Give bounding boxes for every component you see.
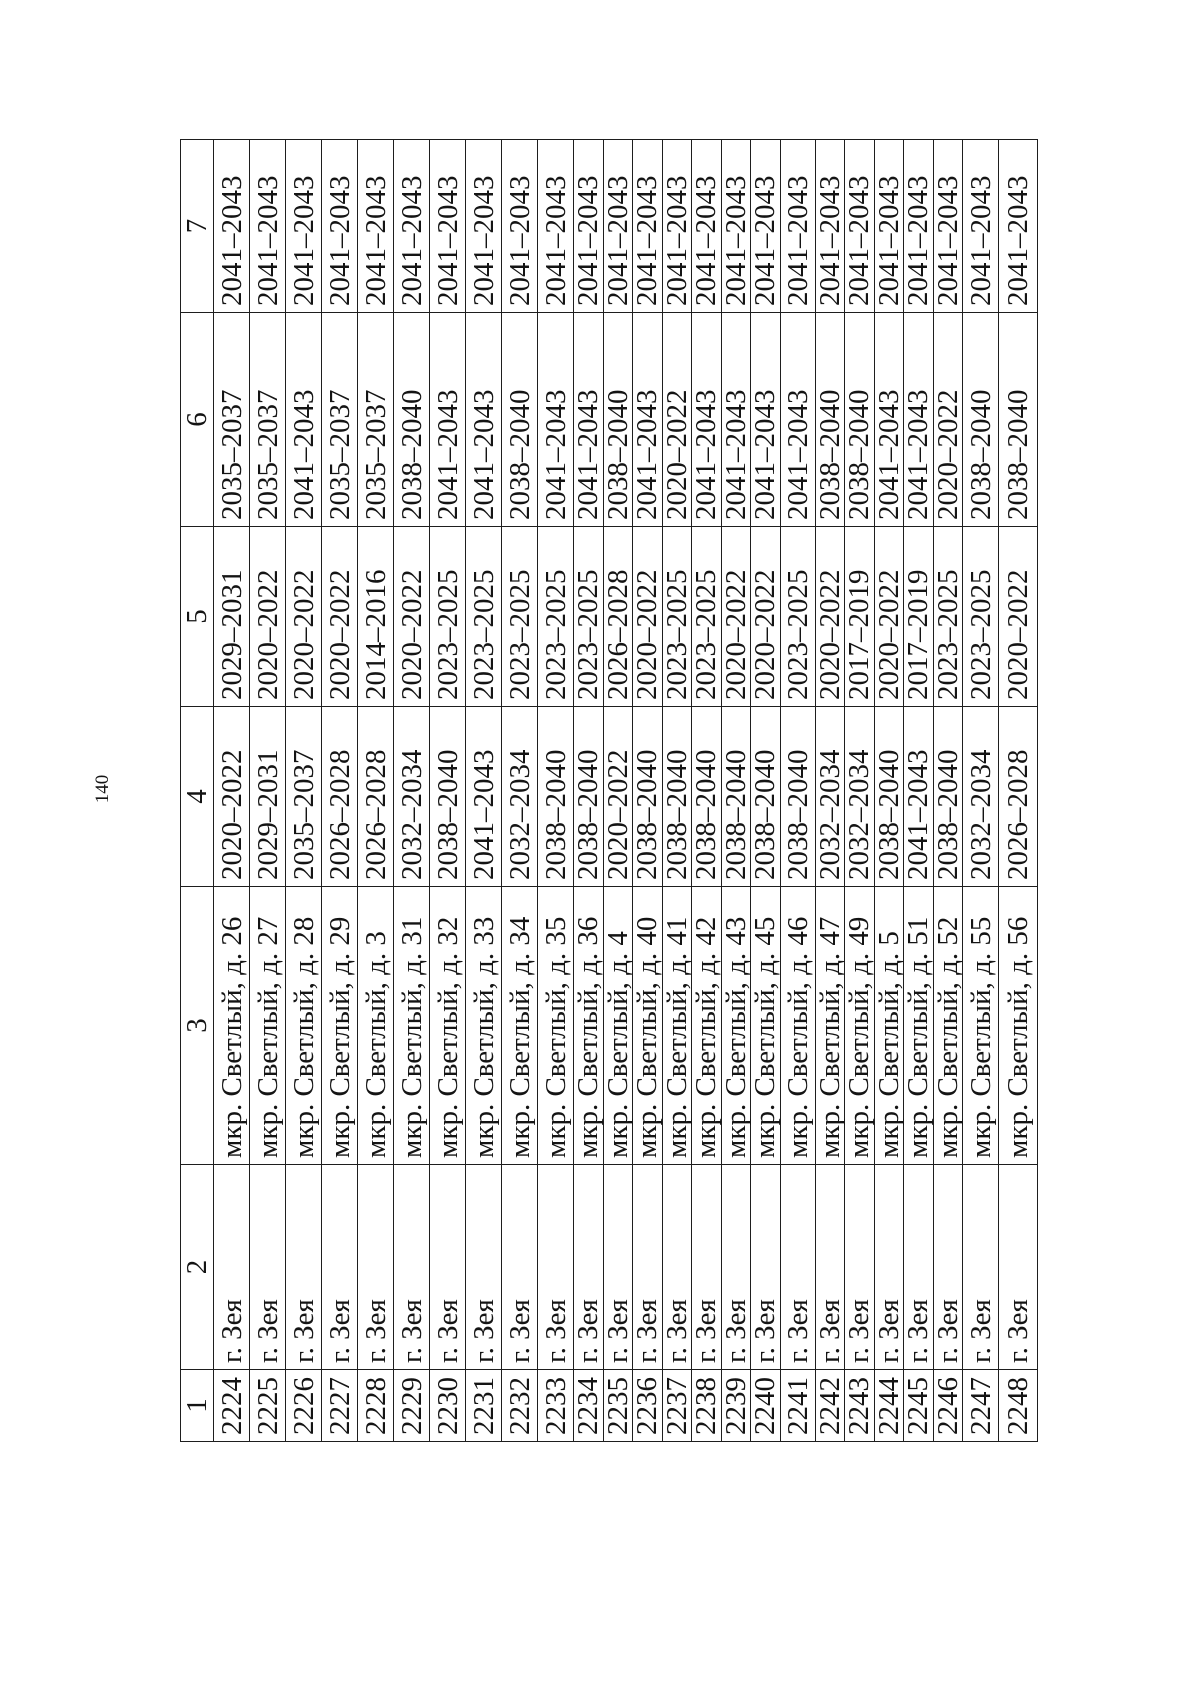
table-row — [358, 140, 394, 1442]
table-row — [322, 140, 358, 1442]
period-col4-cell: 2032–2034 — [845, 707, 875, 887]
period-col4-cell: 2041–2043 — [466, 707, 502, 887]
settlement-cell: г. Зея — [692, 1165, 722, 1370]
table-row — [874, 140, 904, 1442]
period-col4-cell: 2038–2040 — [662, 707, 692, 887]
period-col6-cell: 2038–2040 — [815, 313, 845, 527]
period-col6-cell: 2035–2037 — [322, 313, 358, 527]
period-col5-cell: 2020–2022 — [633, 527, 663, 707]
address-cell: мкр. Светлый, д. 31 — [394, 887, 430, 1165]
settlement-cell: г. Зея — [845, 1165, 875, 1370]
column-header-5: 5 — [181, 527, 214, 707]
period-col7-cell: 2041–2043 — [721, 140, 751, 313]
period-col5-cell: 2023–2025 — [430, 527, 466, 707]
row-number-cell: 2239 — [721, 1370, 751, 1442]
table-row — [815, 140, 845, 1442]
address-cell: мкр. Светлый, д. 3 — [358, 887, 394, 1165]
period-col7-cell: 2041–2043 — [250, 140, 286, 313]
data-table — [180, 139, 1038, 1442]
row-number-cell: 2226 — [286, 1370, 322, 1442]
period-col7-cell: 2041–2043 — [394, 140, 430, 313]
period-col7-cell: 2041–2043 — [692, 140, 722, 313]
settlement-cell: г. Зея — [322, 1165, 358, 1370]
period-col6-cell: 2038–2040 — [999, 313, 1038, 527]
period-col6-cell: 2041–2043 — [721, 313, 751, 527]
period-col5-cell: 2023–2025 — [933, 527, 963, 707]
row-number-cell: 2231 — [466, 1370, 502, 1442]
period-col6-cell: 2038–2040 — [394, 313, 430, 527]
period-col5-cell: 2026–2028 — [603, 527, 633, 707]
period-col6-cell: 2041–2043 — [430, 313, 466, 527]
table-row — [999, 140, 1038, 1442]
row-number-cell: 2227 — [322, 1370, 358, 1442]
period-col6-cell: 2038–2040 — [963, 313, 999, 527]
period-col5-cell: 2020–2022 — [815, 527, 845, 707]
settlement-cell: г. Зея — [933, 1165, 963, 1370]
period-col7-cell: 2041–2043 — [538, 140, 574, 313]
period-col5-cell: 2020–2022 — [999, 527, 1038, 707]
table-row — [394, 140, 430, 1442]
period-col5-cell: 2020–2022 — [721, 527, 751, 707]
period-col6-cell: 2041–2043 — [692, 313, 722, 527]
address-cell: мкр. Светлый, д. 29 — [322, 887, 358, 1165]
period-col4-cell: 2026–2028 — [999, 707, 1038, 887]
period-col5-cell: 2020–2022 — [751, 527, 781, 707]
table-row — [466, 140, 502, 1442]
column-header-3: 3 — [181, 887, 214, 1165]
page-number: 140 — [92, 774, 113, 804]
table-row — [286, 140, 322, 1442]
period-col5-cell: 2014–2016 — [358, 527, 394, 707]
address-cell: мкр. Светлый, д. 26 — [214, 887, 250, 1165]
settlement-cell: г. Зея — [963, 1165, 999, 1370]
period-col7-cell: 2041–2043 — [963, 140, 999, 313]
period-col7-cell: 2041–2043 — [286, 140, 322, 313]
period-col5-cell: 2029–2031 — [214, 527, 250, 707]
table-row — [430, 140, 466, 1442]
settlement-cell: г. Зея — [250, 1165, 286, 1370]
period-col7-cell: 2041–2043 — [662, 140, 692, 313]
row-number-cell: 2232 — [502, 1370, 538, 1442]
period-col6-cell: 2038–2040 — [502, 313, 538, 527]
period-col7-cell: 2041–2043 — [815, 140, 845, 313]
period-col6-cell: 2041–2043 — [904, 313, 934, 527]
settlement-cell: г. Зея — [394, 1165, 430, 1370]
row-number-cell: 2246 — [933, 1370, 963, 1442]
settlement-cell: г. Зея — [538, 1165, 574, 1370]
period-col4-cell: 2038–2040 — [721, 707, 751, 887]
row-number-cell: 2236 — [633, 1370, 663, 1442]
period-col5-cell: 2020–2022 — [286, 527, 322, 707]
address-cell: мкр. Светлый, д. 55 — [963, 887, 999, 1165]
row-number-cell: 2243 — [845, 1370, 875, 1442]
column-header-6: 6 — [181, 313, 214, 527]
period-col7-cell: 2041–2043 — [466, 140, 502, 313]
settlement-cell: г. Зея — [502, 1165, 538, 1370]
row-number-cell: 2240 — [751, 1370, 781, 1442]
period-col7-cell: 2041–2043 — [502, 140, 538, 313]
column-header-2: 2 — [181, 1165, 214, 1370]
period-col7-cell: 2041–2043 — [751, 140, 781, 313]
address-cell: мкр. Светлый, д. 5 — [874, 887, 904, 1165]
address-cell: мкр. Светлый, д. 49 — [845, 887, 875, 1165]
period-col7-cell: 2041–2043 — [845, 140, 875, 313]
settlement-cell: г. Зея — [780, 1165, 815, 1370]
row-number-cell: 2244 — [874, 1370, 904, 1442]
period-col5-cell: 2023–2025 — [538, 527, 574, 707]
period-col5-cell: 2020–2022 — [874, 527, 904, 707]
period-col5-cell: 2023–2025 — [780, 527, 815, 707]
row-number-cell: 2225 — [250, 1370, 286, 1442]
settlement-cell: г. Зея — [904, 1165, 934, 1370]
period-col6-cell: 2041–2043 — [780, 313, 815, 527]
period-col7-cell: 2041–2043 — [574, 140, 604, 313]
settlement-cell: г. Зея — [603, 1165, 633, 1370]
address-cell: мкр. Светлый, д. 43 — [721, 887, 751, 1165]
period-col5-cell: 2017–2019 — [845, 527, 875, 707]
settlement-cell: г. Зея — [286, 1165, 322, 1370]
period-col6-cell: 2035–2037 — [250, 313, 286, 527]
settlement-cell: г. Зея — [751, 1165, 781, 1370]
table-row — [574, 140, 604, 1442]
table-row — [933, 140, 963, 1442]
address-cell: мкр. Светлый, д. 45 — [751, 887, 781, 1165]
table-row — [963, 140, 999, 1442]
address-cell: мкр. Светлый, д. 52 — [933, 887, 963, 1165]
settlement-cell: г. Зея — [874, 1165, 904, 1370]
period-col4-cell: 2038–2040 — [780, 707, 815, 887]
address-cell: мкр. Светлый, д. 33 — [466, 887, 502, 1165]
period-col4-cell: 2038–2040 — [430, 707, 466, 887]
period-col5-cell: 2020–2022 — [250, 527, 286, 707]
period-col4-cell: 2035–2037 — [286, 707, 322, 887]
period-col6-cell: 2041–2043 — [466, 313, 502, 527]
row-number-cell: 2248 — [999, 1370, 1038, 1442]
period-col6-cell: 2041–2043 — [751, 313, 781, 527]
table-row — [214, 140, 250, 1442]
address-cell: мкр. Светлый, д. 4 — [603, 887, 633, 1165]
settlement-cell: г. Зея — [214, 1165, 250, 1370]
settlement-cell: г. Зея — [815, 1165, 845, 1370]
period-col4-cell: 2038–2040 — [933, 707, 963, 887]
period-col7-cell: 2041–2043 — [933, 140, 963, 313]
period-col4-cell: 2038–2040 — [751, 707, 781, 887]
row-number-cell: 2242 — [815, 1370, 845, 1442]
period-col6-cell: 2035–2037 — [358, 313, 394, 527]
row-number-cell: 2228 — [358, 1370, 394, 1442]
settlement-cell: г. Зея — [633, 1165, 663, 1370]
column-header-1: 1 — [181, 1370, 214, 1442]
period-col6-cell: 2020–2022 — [933, 313, 963, 527]
address-cell: мкр. Светлый, д. 40 — [633, 887, 663, 1165]
period-col5-cell: 2023–2025 — [466, 527, 502, 707]
period-col7-cell: 2041–2043 — [358, 140, 394, 313]
period-col7-cell: 2041–2043 — [322, 140, 358, 313]
address-cell: мкр. Светлый, д. 32 — [430, 887, 466, 1165]
period-col6-cell: 2038–2040 — [603, 313, 633, 527]
period-col4-cell: 2026–2028 — [358, 707, 394, 887]
period-col5-cell: 2020–2022 — [322, 527, 358, 707]
settlement-cell: г. Зея — [466, 1165, 502, 1370]
address-cell: мкр. Светлый, д. 28 — [286, 887, 322, 1165]
table-row — [751, 140, 781, 1442]
row-number-cell: 2235 — [603, 1370, 633, 1442]
period-col5-cell: 2023–2025 — [692, 527, 722, 707]
settlement-cell: г. Зея — [430, 1165, 466, 1370]
period-col5-cell: 2020–2022 — [394, 527, 430, 707]
period-col6-cell: 2041–2043 — [574, 313, 604, 527]
period-col5-cell: 2023–2025 — [662, 527, 692, 707]
settlement-cell: г. Зея — [721, 1165, 751, 1370]
period-col4-cell: 2020–2022 — [214, 707, 250, 887]
settlement-cell: г. Зея — [999, 1165, 1038, 1370]
period-col7-cell: 2041–2043 — [214, 140, 250, 313]
address-cell: мкр. Светлый, д. 36 — [574, 887, 604, 1165]
period-col5-cell: 2023–2025 — [502, 527, 538, 707]
period-col4-cell: 2038–2040 — [574, 707, 604, 887]
period-col5-cell: 2023–2025 — [963, 527, 999, 707]
period-col5-cell: 2023–2025 — [574, 527, 604, 707]
table-row — [845, 140, 875, 1442]
table-header — [181, 140, 214, 1442]
table-row — [662, 140, 692, 1442]
period-col7-cell: 2041–2043 — [633, 140, 663, 313]
table-row — [250, 140, 286, 1442]
settlement-cell: г. Зея — [574, 1165, 604, 1370]
table-row — [904, 140, 934, 1442]
row-number-cell: 2247 — [963, 1370, 999, 1442]
period-col6-cell: 2041–2043 — [633, 313, 663, 527]
period-col4-cell: 2038–2040 — [874, 707, 904, 887]
table-row — [780, 140, 815, 1442]
row-number-cell: 2233 — [538, 1370, 574, 1442]
settlement-cell: г. Зея — [358, 1165, 394, 1370]
period-col5-cell: 2017–2019 — [904, 527, 934, 707]
address-cell: мкр. Светлый, д. 35 — [538, 887, 574, 1165]
period-col6-cell: 2035–2037 — [214, 313, 250, 527]
period-col4-cell: 2026–2028 — [322, 707, 358, 887]
address-cell: мкр. Светлый, д. 34 — [502, 887, 538, 1165]
address-cell: мкр. Светлый, д. 51 — [904, 887, 934, 1165]
period-col4-cell: 2032–2034 — [502, 707, 538, 887]
period-col7-cell: 2041–2043 — [430, 140, 466, 313]
row-number-cell: 2234 — [574, 1370, 604, 1442]
period-col7-cell: 2041–2043 — [780, 140, 815, 313]
settlement-cell: г. Зея — [662, 1165, 692, 1370]
period-col4-cell: 2032–2034 — [394, 707, 430, 887]
period-col7-cell: 2041–2043 — [874, 140, 904, 313]
period-col4-cell: 2038–2040 — [633, 707, 663, 887]
row-number-cell: 2238 — [692, 1370, 722, 1442]
table-row — [633, 140, 663, 1442]
row-number-cell: 2230 — [430, 1370, 466, 1442]
table-row — [721, 140, 751, 1442]
address-cell: мкр. Светлый, д. 47 — [815, 887, 845, 1165]
table-frame — [180, 140, 1035, 1442]
period-col4-cell: 2029–2031 — [250, 707, 286, 887]
period-col7-cell: 2041–2043 — [999, 140, 1038, 313]
address-cell: мкр. Светлый, д. 42 — [692, 887, 722, 1165]
period-col4-cell: 2038–2040 — [692, 707, 722, 887]
period-col6-cell: 2041–2043 — [874, 313, 904, 527]
table-row — [538, 140, 574, 1442]
row-number-cell: 2237 — [662, 1370, 692, 1442]
period-col4-cell: 2032–2034 — [815, 707, 845, 887]
period-col7-cell: 2041–2043 — [603, 140, 633, 313]
period-col4-cell: 2032–2034 — [963, 707, 999, 887]
period-col7-cell: 2041–2043 — [904, 140, 934, 313]
period-col4-cell: 2041–2043 — [904, 707, 934, 887]
address-cell: мкр. Светлый, д. 56 — [999, 887, 1038, 1165]
period-col6-cell: 2041–2043 — [286, 313, 322, 527]
table-row — [603, 140, 633, 1442]
column-header-4: 4 — [181, 707, 214, 887]
row-number-cell: 2241 — [780, 1370, 815, 1442]
table-row — [502, 140, 538, 1442]
column-header-7: 7 — [181, 140, 214, 313]
period-col4-cell: 2038–2040 — [538, 707, 574, 887]
table-row — [692, 140, 722, 1442]
row-number-cell: 2229 — [394, 1370, 430, 1442]
period-col6-cell: 2038–2040 — [845, 313, 875, 527]
period-col6-cell: 2041–2043 — [538, 313, 574, 527]
address-cell: мкр. Светлый, д. 27 — [250, 887, 286, 1165]
table-body — [214, 140, 1038, 1442]
address-cell: мкр. Светлый, д. 46 — [780, 887, 815, 1165]
address-cell: мкр. Светлый, д. 41 — [662, 887, 692, 1165]
row-number-cell: 2224 — [214, 1370, 250, 1442]
header-row — [181, 140, 214, 1442]
period-col6-cell: 2020–2022 — [662, 313, 692, 527]
period-col4-cell: 2020–2022 — [603, 707, 633, 887]
row-number-cell: 2245 — [904, 1370, 934, 1442]
